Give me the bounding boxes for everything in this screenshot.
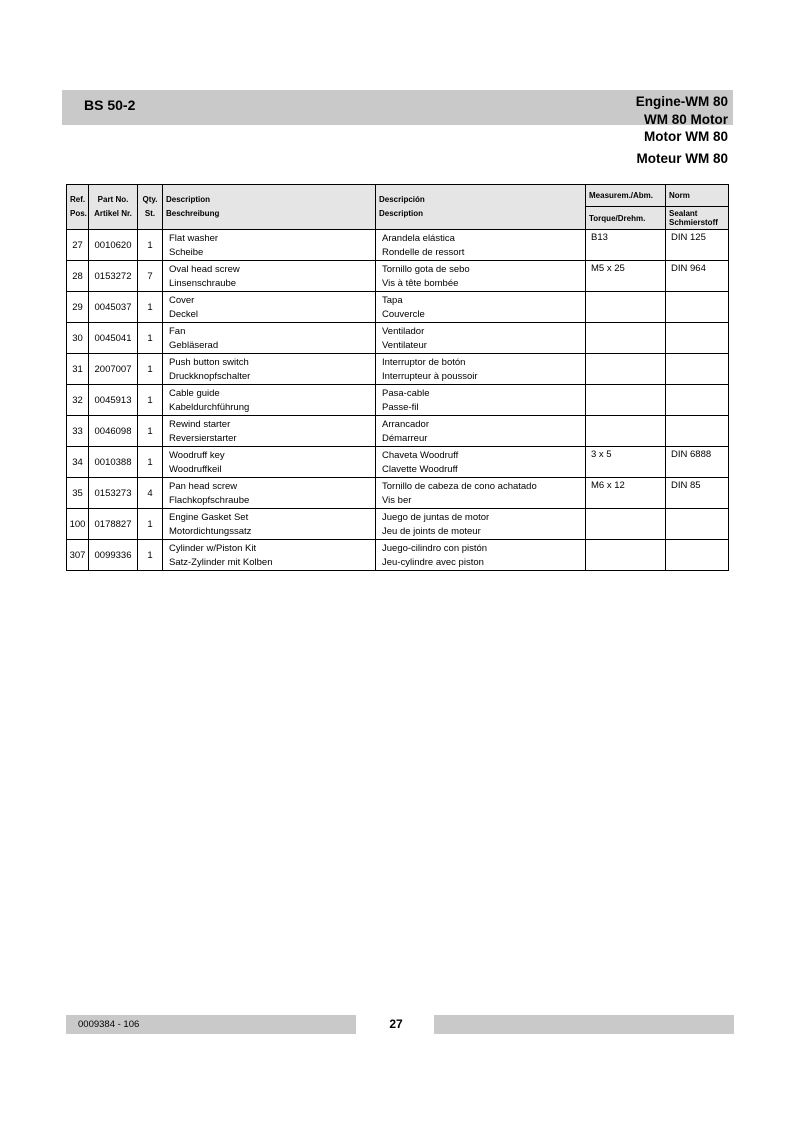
cell-measurem xyxy=(586,292,666,323)
cell-qty: 1 xyxy=(138,385,163,416)
cell-description xyxy=(163,354,376,385)
cell-descripcion xyxy=(376,385,586,416)
table-row xyxy=(67,354,729,385)
description-english: Cylinder w/Piston Kit xyxy=(169,543,257,554)
column-header-part-no: Part No. Artikel Nr. xyxy=(89,185,138,230)
description-french: Vis à tête bombée xyxy=(382,277,459,289)
title-spanish: Motor WM 80 xyxy=(644,129,728,144)
column-header-norm: Norm xyxy=(666,185,729,207)
cell-description xyxy=(163,261,376,292)
column-header-qty: Qty. St. xyxy=(138,185,163,230)
cell-part-no: 0153273 xyxy=(89,478,138,509)
cell-descripcion xyxy=(376,261,586,292)
cell-norm: DIN 85 xyxy=(666,478,729,509)
cell-ref: 35 xyxy=(67,478,89,509)
cell-measurem xyxy=(586,540,666,571)
cell-ref: 34 xyxy=(67,447,89,478)
cell-part-no: 0045037 xyxy=(89,292,138,323)
description-german: Scheibe xyxy=(169,246,204,258)
cell-part-no: 0010388 xyxy=(89,447,138,478)
description-spanish: Juego de juntas de motor xyxy=(382,512,490,523)
description-german: Linsenschraube xyxy=(169,277,237,289)
description-french: Passe-fil xyxy=(382,401,419,413)
cell-qty: 1 xyxy=(138,354,163,385)
cell-description xyxy=(163,540,376,571)
cell-description xyxy=(163,230,376,261)
cell-descripcion xyxy=(376,230,586,261)
description-spanish: Tornillo gota de sebo xyxy=(382,264,470,275)
description-german: Flachkopfschraube xyxy=(169,494,250,506)
cell-descripcion xyxy=(376,478,586,509)
cell-qty: 1 xyxy=(138,323,163,354)
cell-description xyxy=(163,478,376,509)
cell-ref: 30 xyxy=(67,323,89,354)
description-english: Fan xyxy=(169,326,186,337)
page-title xyxy=(636,93,728,167)
description-english: Woodruff key xyxy=(169,450,225,461)
parts-table-header xyxy=(67,185,729,230)
cell-description xyxy=(163,416,376,447)
cell-measurem xyxy=(586,354,666,385)
cell-measurem xyxy=(586,323,666,354)
column-header-description: Description Beschreibung xyxy=(163,185,376,230)
cell-ref: 31 xyxy=(67,354,89,385)
cell-descripcion xyxy=(376,354,586,385)
table-row xyxy=(67,385,729,416)
cell-norm: DIN 125 xyxy=(666,230,729,261)
cell-measurem: B13 xyxy=(586,230,666,261)
description-english: Push button switch xyxy=(169,357,249,368)
cell-qty: 1 xyxy=(138,230,163,261)
cell-descripcion xyxy=(376,416,586,447)
column-header-sealant: Sealant Schmierstoff xyxy=(666,207,729,230)
cell-qty: 7 xyxy=(138,261,163,292)
cell-descripcion xyxy=(376,323,586,354)
cell-norm xyxy=(666,509,729,540)
cell-norm xyxy=(666,292,729,323)
table-row xyxy=(67,540,729,571)
cell-descripcion xyxy=(376,447,586,478)
cell-norm xyxy=(666,416,729,447)
cell-descripcion xyxy=(376,540,586,571)
cell-ref: 29 xyxy=(67,292,89,323)
table-row xyxy=(67,230,729,261)
cell-norm xyxy=(666,385,729,416)
cell-measurem xyxy=(586,385,666,416)
description-french: Jeu de joints de moteur xyxy=(382,525,481,537)
parts-table-body xyxy=(67,230,729,571)
table-row xyxy=(67,509,729,540)
description-english: Cable guide xyxy=(169,388,220,399)
cell-norm xyxy=(666,354,729,385)
description-french: Couvercle xyxy=(382,308,425,320)
description-spanish: Tornillo de cabeza de cono achatado xyxy=(382,481,537,492)
description-english: Pan head screw xyxy=(169,481,238,492)
cell-norm: DIN 964 xyxy=(666,261,729,292)
description-spanish: Ventilador xyxy=(382,326,425,337)
table-row xyxy=(67,323,729,354)
cell-part-no: 0046098 xyxy=(89,416,138,447)
cell-description xyxy=(163,385,376,416)
description-german: Motordichtungssatz xyxy=(169,525,252,537)
footer-doc-number-bar xyxy=(66,1015,356,1034)
description-german: Gebläserad xyxy=(169,339,219,351)
doc-number: 0009384 - 106 xyxy=(78,1019,140,1030)
table-row xyxy=(67,447,729,478)
description-german: Deckel xyxy=(169,308,199,320)
footer-right-bar xyxy=(434,1015,734,1034)
cell-qty: 1 xyxy=(138,292,163,323)
cell-description xyxy=(163,509,376,540)
cell-measurem: M6 x 12 xyxy=(586,478,666,509)
cell-ref: 32 xyxy=(67,385,89,416)
cell-qty: 1 xyxy=(138,540,163,571)
cell-description xyxy=(163,323,376,354)
description-spanish: Chaveta Woodruff xyxy=(382,450,459,461)
table-row xyxy=(67,478,729,509)
description-german: Woodruffkeil xyxy=(169,463,222,475)
description-german: Reversierstarter xyxy=(169,432,237,444)
table-row xyxy=(67,261,729,292)
cell-qty: 1 xyxy=(138,509,163,540)
page-number: 27 xyxy=(389,1017,403,1031)
cell-part-no: 0010620 xyxy=(89,230,138,261)
cell-descripcion xyxy=(376,509,586,540)
cell-measurem xyxy=(586,509,666,540)
cell-measurem: M5 x 25 xyxy=(586,261,666,292)
description-english: Oval head screw xyxy=(169,264,240,275)
cell-descripcion xyxy=(376,292,586,323)
model-label: BS 50-2 xyxy=(84,97,136,113)
description-french: Jeu-cylindre avec piston xyxy=(382,556,484,568)
cell-ref: 27 xyxy=(67,230,89,261)
cell-qty: 4 xyxy=(138,478,163,509)
description-english: Rewind starter xyxy=(169,419,231,430)
description-french: Ventilateur xyxy=(382,339,427,351)
table-row xyxy=(67,292,729,323)
cell-norm xyxy=(666,540,729,571)
cell-norm: DIN 6888 xyxy=(666,447,729,478)
cell-part-no: 0153272 xyxy=(89,261,138,292)
description-german: Satz-Zylinder mit Kolben xyxy=(169,556,273,568)
cell-ref: 28 xyxy=(67,261,89,292)
cell-part-no: 0045041 xyxy=(89,323,138,354)
cell-measurem xyxy=(586,416,666,447)
description-spanish: Arandela elástica xyxy=(382,233,455,244)
cell-ref: 100 xyxy=(67,509,89,540)
table-row xyxy=(67,416,729,447)
title-german: WM 80 Motor xyxy=(644,111,728,127)
cell-part-no: 2007007 xyxy=(89,354,138,385)
description-spanish: Interruptor de botón xyxy=(382,357,466,368)
column-header-measurem: Measurem./Abm. xyxy=(586,185,666,207)
cell-norm xyxy=(666,323,729,354)
header-gray-bar xyxy=(62,90,733,125)
description-spanish: Pasa-cable xyxy=(382,388,430,399)
description-german: Druckknopfschalter xyxy=(169,370,251,382)
cell-part-no: 0099336 xyxy=(89,540,138,571)
column-header-ref: Ref. Pos. xyxy=(67,185,89,230)
cell-ref: 307 xyxy=(67,540,89,571)
description-french: Démarreur xyxy=(382,432,428,444)
cell-qty: 1 xyxy=(138,447,163,478)
cell-qty: 1 xyxy=(138,416,163,447)
cell-part-no: 0178827 xyxy=(89,509,138,540)
description-english: Engine Gasket Set xyxy=(169,512,249,523)
title-french: Moteur WM 80 xyxy=(636,150,728,166)
description-english: Flat washer xyxy=(169,233,219,244)
description-french: Rondelle de ressort xyxy=(382,246,465,258)
description-french: Clavette Woodruff xyxy=(382,463,458,475)
description-german: Kabeldurchführung xyxy=(169,401,250,413)
cell-description xyxy=(163,292,376,323)
description-english: Cover xyxy=(169,295,195,306)
cell-description xyxy=(163,447,376,478)
description-spanish: Juego-cilindro con pistón xyxy=(382,543,488,554)
cell-part-no: 0045913 xyxy=(89,385,138,416)
description-spanish: Tapa xyxy=(382,295,403,306)
cell-measurem: 3 x 5 xyxy=(586,447,666,478)
cell-ref: 33 xyxy=(67,416,89,447)
column-header-descripcion: Descripción Description xyxy=(376,185,586,230)
description-spanish: Arrancador xyxy=(382,419,429,430)
description-french: Interrupteur à poussoir xyxy=(382,370,478,382)
column-header-torque: Torque/Drehm. xyxy=(586,207,666,230)
title-english: Engine-WM 80 xyxy=(635,94,728,109)
description-french: Vis ber xyxy=(382,494,412,506)
parts-table xyxy=(66,184,729,571)
